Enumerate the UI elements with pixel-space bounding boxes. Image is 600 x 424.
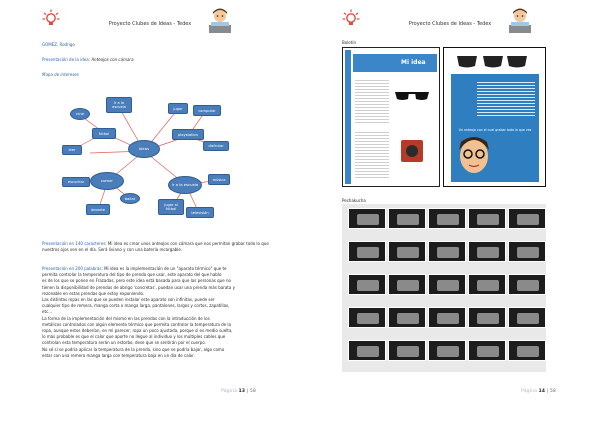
p200-label: Presentación en 200 palabras: (42, 266, 105, 271)
student-avatar-icon (205, 5, 235, 35)
map-node: escuchar (62, 177, 90, 187)
p200-line: metálicos controlados con algún elemento térmico que permita controlar la temperatura de la (42, 321, 231, 327)
slide-thumbnail (428, 307, 466, 328)
presentation-140 (42, 241, 270, 253)
p200-line: La forma de la implementación del mismo en las prendas con la introducción de los (42, 315, 210, 321)
p200-line: etc... (42, 309, 53, 315)
slide-thumbnail (348, 241, 386, 262)
flyer-text-block (355, 130, 389, 180)
presentation-label: Presentación de la idea: (42, 57, 92, 62)
page-header-title: Proyecto Clubes de Ideas - Tedex (408, 21, 492, 27)
p200-line: estar con una remera manga larga con temperatura baja en un día de calor. (42, 352, 195, 358)
presentation-value: Anteojos con cámara (91, 57, 134, 62)
flyer-back-glasses (447, 50, 542, 72)
footer-total-pages: 58 (250, 389, 256, 394)
flyer-sidebar (345, 50, 351, 184)
slide-thumbnail (388, 307, 426, 328)
page-header-title: Proyecto Clubes de Ideas - Tedex (108, 21, 192, 27)
slide-thumbnail (348, 307, 386, 328)
footer-page-number: 14 (538, 389, 546, 394)
p200-line: lo más probable es que el calor que aporte no llegue al individuo y los múltiples cables que (42, 334, 226, 340)
map-label: Mapa de intereses (42, 72, 79, 77)
page-footer: Página 14 | 58 (521, 389, 556, 394)
p140-label: Presentación en 140 caracteres: (42, 241, 108, 246)
map-node: bailar (120, 193, 140, 204)
slide-thumbnail (388, 208, 426, 229)
slide-thumbnail (348, 274, 386, 295)
map-node: cine (70, 108, 90, 120)
p200-line: permita controlar la temperatura del tipo de prenda que usar, este aparato del que hablo (42, 272, 222, 278)
map-node: comer (90, 172, 124, 190)
pechakucha-label: Pechakucha (342, 198, 366, 203)
p200-line: cualquier tipo de remera, manga corta o manga larga, pantalones, largos y cortos, zapatillas, (42, 303, 230, 309)
map-node: fútbol (92, 128, 116, 139)
p200-line: rezonable en estas prendas que estoy exponiendo. (42, 290, 145, 296)
p200-line: No sé si se podría aplicar la temperatura de la prenda, sino que se podría bajar, algo como (42, 346, 225, 352)
slide-thumbnail (388, 241, 426, 262)
p200-line: es de los que se ponen en Frazadas, pero este idea está basada para que las personas que no (42, 278, 231, 284)
slide-thumbnail (388, 340, 426, 361)
slide-thumbnail (428, 208, 466, 229)
page-right (300, 0, 600, 424)
interest-map (60, 95, 240, 230)
map-node: jugar (168, 103, 188, 114)
flyer-back-caption: Un anteojo con el cual grabar todo lo que ves (458, 128, 532, 132)
camera-device-icon (395, 136, 429, 166)
slide-thumbnail (468, 307, 506, 328)
boy-face-icon (454, 130, 494, 176)
flyer-title: Mi idea (353, 54, 437, 72)
bulletin-flyer-back (443, 47, 546, 187)
flyer-text-block (477, 80, 535, 118)
map-node: playstation (172, 129, 204, 140)
slide-thumbnail (508, 208, 546, 229)
slide-thumbnail (508, 241, 546, 262)
map-node: Ir a la escuela (106, 97, 132, 113)
map-node: televisión (186, 207, 214, 218)
slide-thumbnail (428, 274, 466, 295)
p200-line: Las distintas ropas en las que se pueden instalar este aparato son infinitas, puede ser (42, 297, 215, 303)
slide-thumbnail (508, 274, 546, 295)
bulletin-label: Boletín (342, 40, 356, 45)
slide-thumbnail (468, 274, 506, 295)
bulletin-flyer-front (342, 47, 440, 187)
slide-thumbnail (428, 340, 466, 361)
author-name: GOMEZ, Rodrigo (42, 42, 75, 47)
footer-label: Página (521, 389, 537, 394)
footer-total-pages: 58 (550, 389, 556, 394)
glasses-icon (447, 50, 542, 72)
slide-thumbnail (348, 340, 386, 361)
footer-label: Página (221, 389, 237, 394)
presentation-200 (42, 266, 274, 359)
map-node: deporte (86, 204, 110, 215)
flyer-text-block (355, 78, 389, 124)
slide-thumbnail (508, 340, 546, 361)
student-avatar-icon (505, 5, 535, 35)
slide-thumbnail (428, 241, 466, 262)
p200-line: controlan esta temperatura serán un estorbo, dese que se sentirán por el cuerpo. (42, 340, 206, 346)
map-node: leer (62, 145, 82, 155)
slide-thumbnail (508, 307, 546, 328)
glasses-icon (393, 88, 431, 102)
map-node: jugar al fútbol (158, 199, 184, 215)
slide-thumbnail (348, 208, 386, 229)
p140-text: Mi idea es crear unos anteojos con cámara que nos permitan grabar todo lo que nuestros ojos ven en el día. Será liviano y con una batería recargable. (42, 241, 269, 253)
slide-thumbnail (468, 208, 506, 229)
presentation-line (42, 57, 134, 63)
map-node: música (208, 174, 230, 185)
page-footer: Página 13 | 58 (221, 389, 256, 394)
map-node: disfrutar (203, 141, 229, 151)
map-node-center: Ideas (128, 140, 160, 158)
footer-page-number: 13 (238, 389, 246, 394)
p200-line: ropa, aunque estos deberían, en mi parecer, ropa un poco ajustada, porque si es medio suelta, (42, 328, 233, 334)
slide-thumbnail (388, 274, 426, 295)
p200-line: tienen la disponibilidad de prendas de abrigo 'concretas', puedan usar una prenda más barata y (42, 284, 235, 290)
slide-thumbnail (468, 340, 506, 361)
map-node: computar (193, 105, 221, 116)
map-node: Ir a la escuela (168, 176, 202, 194)
p200-line: Mi idea es la implementación de un "aparato térmico" que te (104, 266, 227, 271)
slide-thumbnail (468, 241, 506, 262)
pechakucha-grid (342, 204, 546, 372)
